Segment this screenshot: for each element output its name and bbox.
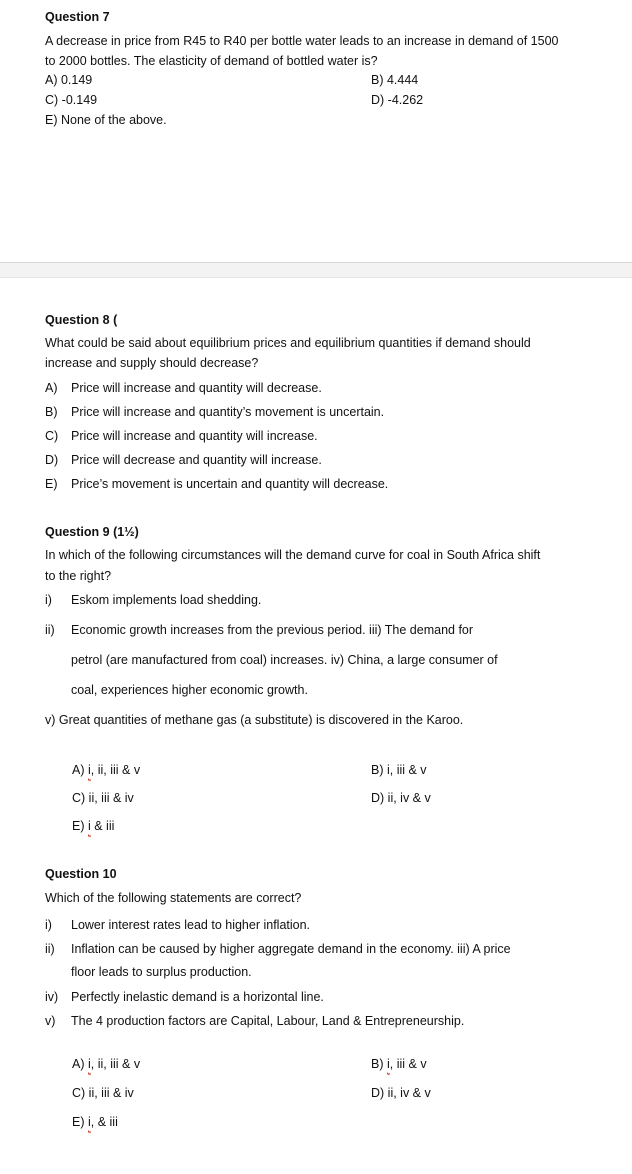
question-9-item-v: v) Great quantities of methane gas (a substitute) is discovered in the Karoo. (45, 713, 464, 727)
question-7-option-c: C) -0.149 (45, 93, 98, 107)
question-9-item-ii-label: ii) (45, 623, 55, 637)
question-10-item-i-label: i) (45, 918, 52, 932)
question-9-item-ii-line-3: coal, experiences higher economic growth. (71, 683, 308, 697)
question-7-option-d: D) -4.262 (371, 93, 424, 107)
spellcheck-underline: i (87, 1115, 91, 1129)
question-10-answer-b: B) i, iii & v (371, 1057, 427, 1071)
question-7-option-a: A) 0.149 (45, 73, 93, 87)
question-7-stem-line-1: A decrease in price from R45 to R40 per bottle water leads to an increase in demand of 1500 (45, 34, 559, 48)
question-7-title: Question 7 (45, 10, 110, 24)
question-8-option-letter: D) (45, 453, 59, 467)
question-8-option-letter: E) (45, 477, 58, 491)
question-10-item-i-text: Lower interest rates lead to higher inflation. (71, 918, 311, 932)
question-8-stem-line-1: What could be said about equilibrium prices and equilibrium quantities if demand should (45, 336, 531, 350)
question-9-item-ii-line-2: petrol (are manufactured from coal) increases. iv) China, a large consumer of (71, 653, 498, 667)
question-10-stem: Which of the following statements are correct? (45, 891, 302, 905)
question-7-stem-line-2: to 2000 bottles. The elasticity of demand of bottled water is? (45, 54, 378, 68)
question-10-item-iv-text: Perfectly inelastic demand is a horizontal line. (71, 990, 324, 1004)
question-9-answer-b: B) i, iii & v (371, 763, 427, 777)
question-8-option-letter: B) (45, 405, 58, 419)
question-8-option-text: Price will increase and quantity will increase. (71, 429, 318, 443)
question-8-option-text: Price will increase and quantity’s movement is uncertain. (71, 405, 385, 419)
question-9-answer-e: E) i & iii (72, 819, 115, 833)
question-9-stem-line-1: In which of the following circumstances will the demand curve for coal in South Africa shift (45, 548, 541, 562)
question-10-answer-d: D) ii, iv & v (371, 1086, 431, 1100)
spellcheck-underline: i (87, 763, 91, 777)
question-8-option-text: Price’s movement is uncertain and quantity will decrease. (71, 477, 389, 491)
page-separator (0, 262, 632, 278)
question-10-item-ii-line-2: floor leads to surplus production. (71, 965, 252, 979)
question-9-answer-c: C) ii, iii & iv (72, 791, 134, 805)
question-10-answer-e: E) i, & iii (72, 1115, 118, 1129)
question-8-option-text: Price will decrease and quantity will increase. (71, 453, 322, 467)
question-10-title: Question 10 (45, 867, 117, 881)
question-10-item-iv-label: iv) (45, 990, 59, 1004)
spellcheck-underline: i (386, 1057, 390, 1071)
question-8-option-letter: A) (45, 381, 58, 395)
question-7-option-b: B) 4.444 (371, 73, 419, 87)
question-8-option-text: Price will increase and quantity will decrease. (71, 381, 322, 395)
spellcheck-underline: i (87, 1057, 91, 1071)
question-9-answer-d: D) ii, iv & v (371, 791, 431, 805)
question-8-title: Question 8 ( (45, 313, 118, 327)
spellcheck-underline: i (87, 819, 91, 833)
question-10-answer-a: A) i, ii, iii & v (72, 1057, 141, 1071)
question-9-item-ii-line-1: Economic growth increases from the previous period. iii) The demand for (71, 623, 474, 637)
question-9-item-i-label: i) (45, 593, 52, 607)
question-9-answer-a: A) i, ii, iii & v (72, 763, 141, 777)
question-8-option-letter: C) (45, 429, 59, 443)
question-9-stem-line-2: to the right? (45, 569, 112, 583)
question-10-item-v-text: The 4 production factors are Capital, Labour, Land & Entrepreneurship. (71, 1014, 465, 1028)
question-10-answer-c: C) ii, iii & iv (72, 1086, 134, 1100)
question-10-item-v-label: v) (45, 1014, 56, 1028)
question-7-option-e: E) None of the above. (45, 113, 167, 127)
question-10-item-ii-line-1: Inflation can be caused by higher aggregate demand in the economy. iii) A price (71, 942, 511, 956)
question-10-item-ii-label: ii) (45, 942, 55, 956)
question-9-title: Question 9 (1½) (45, 525, 139, 539)
question-8-stem-line-2: increase and supply should decrease? (45, 356, 259, 370)
question-9-item-i-text: Eskom implements load shedding. (71, 593, 262, 607)
